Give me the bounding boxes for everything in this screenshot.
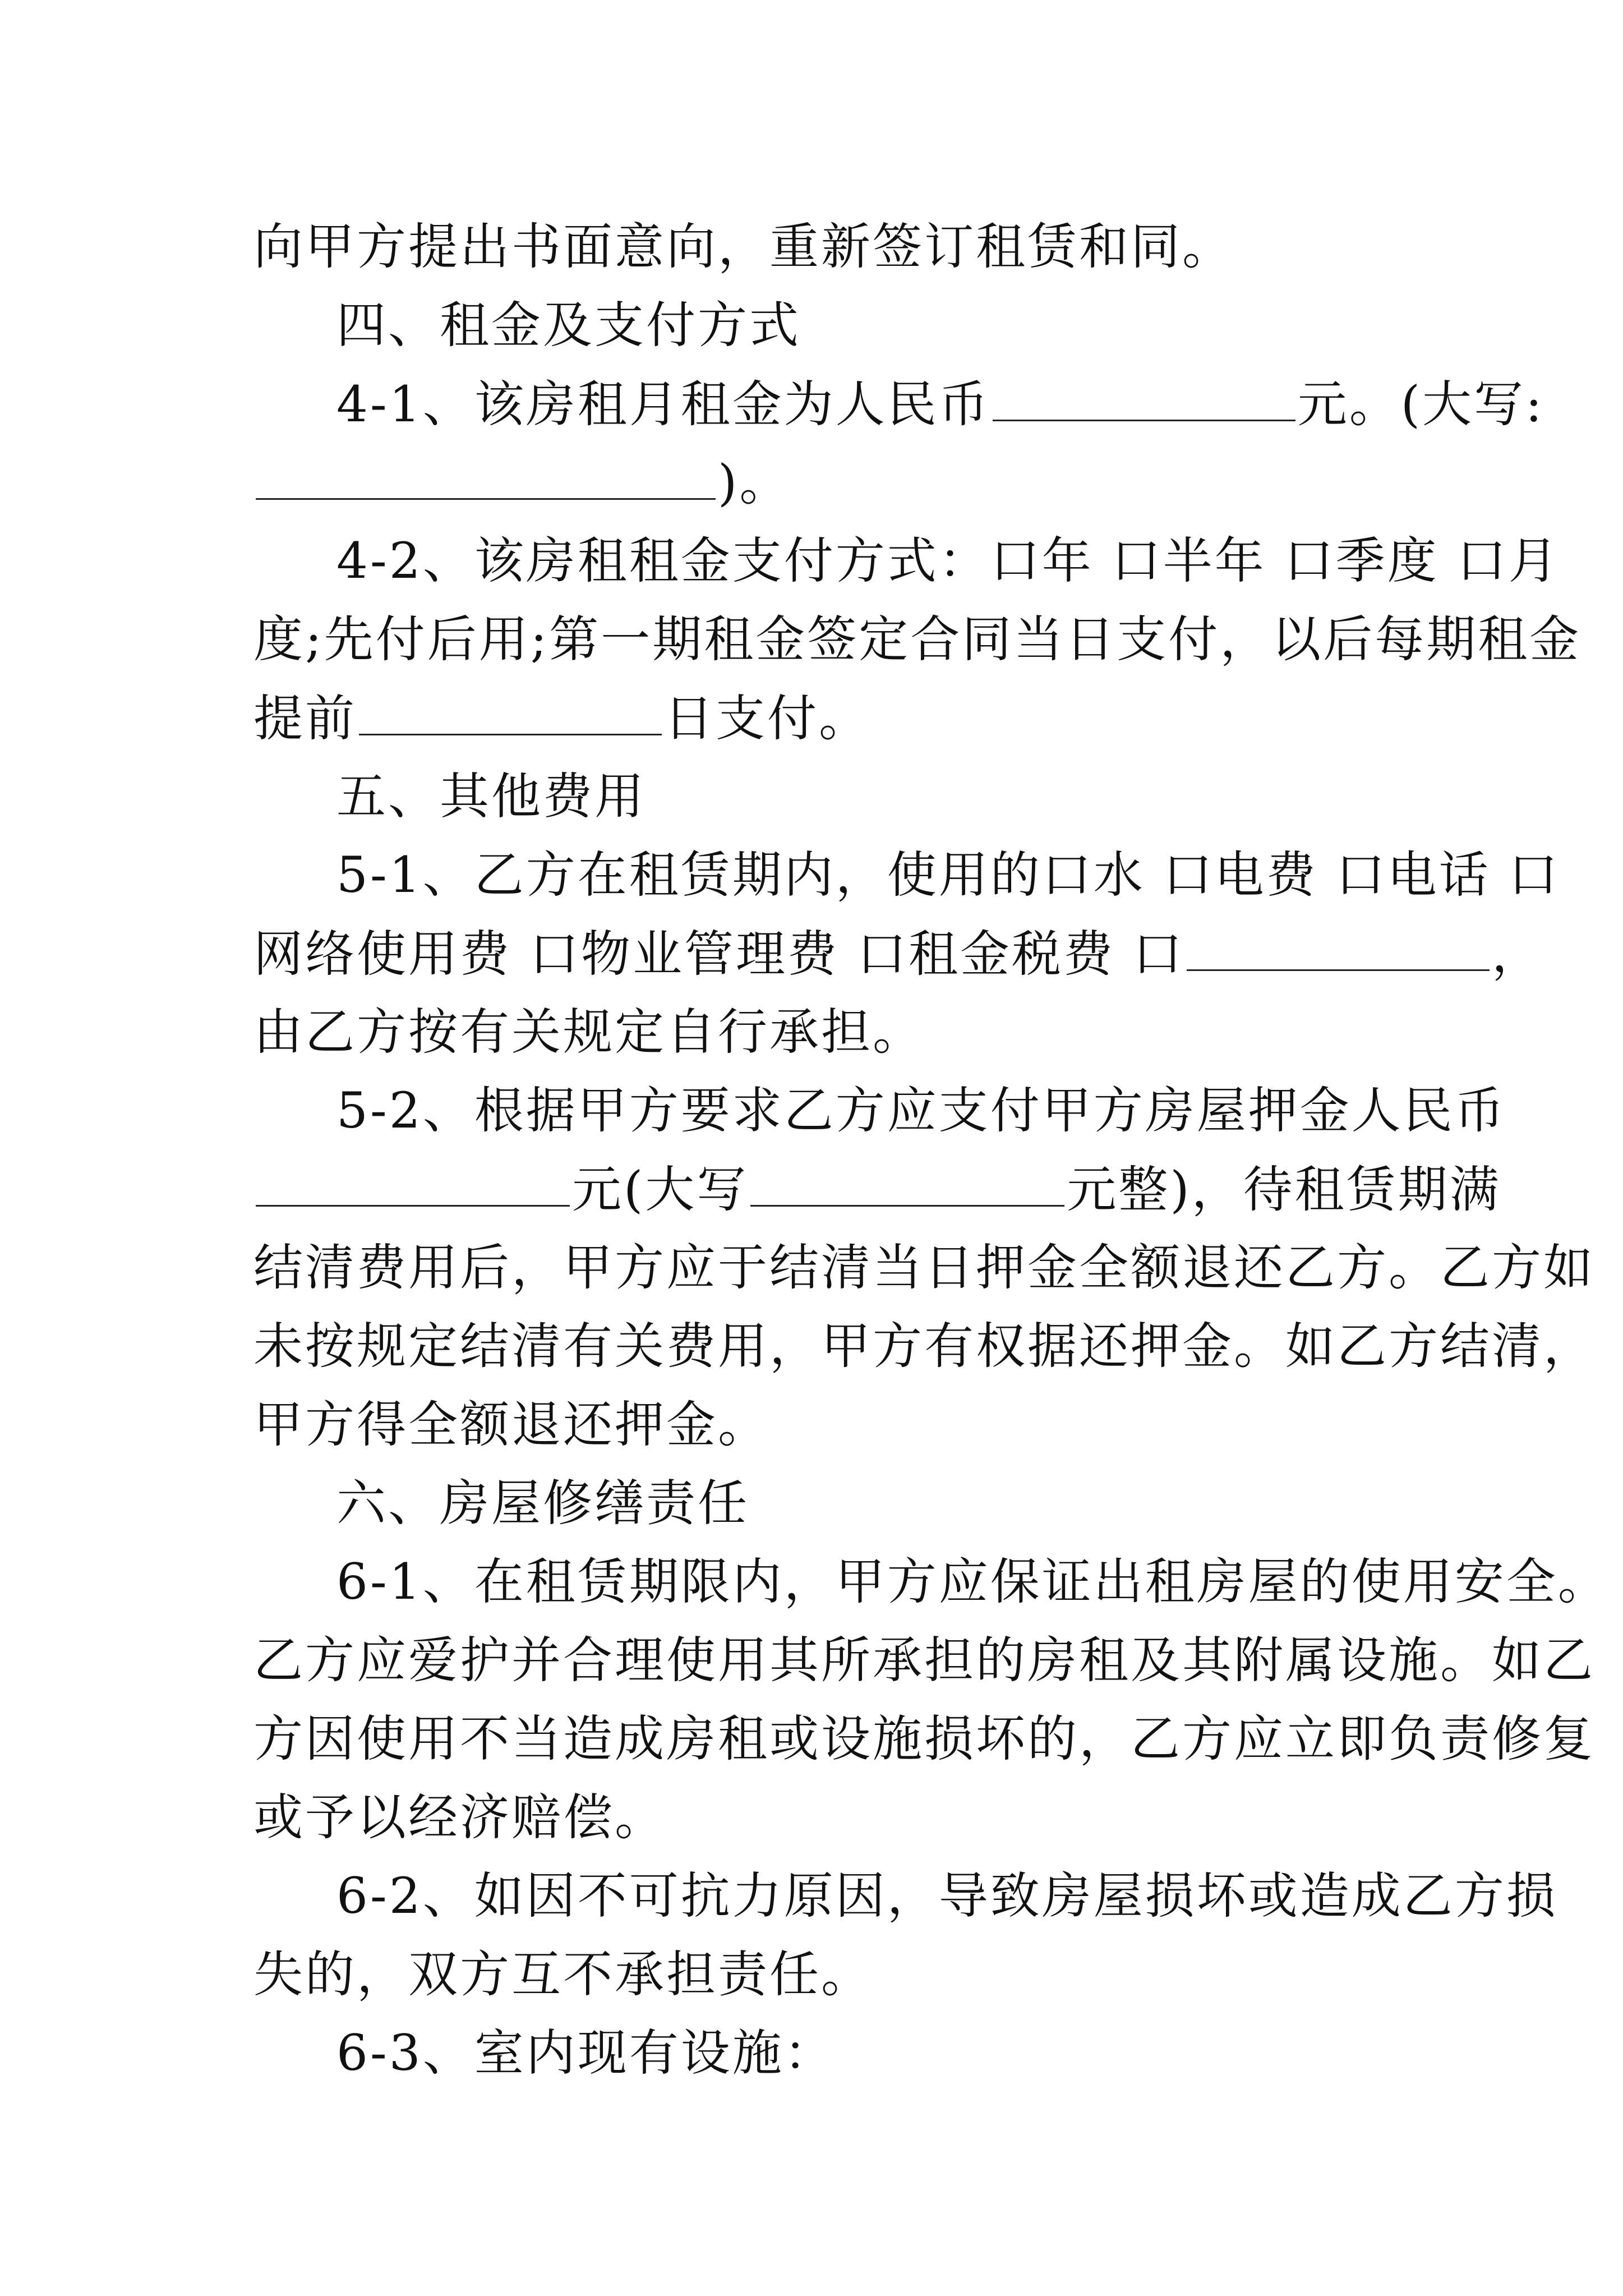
clause-6-3 [336, 2024, 836, 2082]
line-text: 6-1、在租赁期限内，甲方应保证出租房屋的使用安全。 [336, 1553, 1610, 1611]
text-line [253, 1631, 1596, 1689]
line-text: 或予以经济赔偿。 [253, 1788, 667, 1846]
line-text: 4-1、该房租月租金为人民币 [336, 375, 990, 433]
line-text: 六、房屋修缮责任 [336, 1474, 750, 1532]
clause-4-2 [336, 532, 1560, 590]
text-line [253, 1788, 667, 1846]
line-text: 元(大写 [572, 1161, 749, 1218]
blank-field [256, 458, 716, 500]
text-line [253, 1003, 925, 1061]
section-heading-4 [336, 296, 801, 354]
text-line [253, 925, 1543, 983]
section-heading-6 [336, 1474, 750, 1532]
line-text: 失的，双方互不承担责任。 [253, 1945, 873, 2003]
clause-6-2 [336, 1867, 1558, 1925]
clause-5-2 [336, 1082, 1506, 1139]
line-text: 未按规定结清有关费用，甲方有权据还押金。如乙方结清， [253, 1317, 1596, 1375]
text-line [253, 218, 1234, 275]
text-line [253, 1161, 1501, 1218]
line-text: 乙方应爱护并合理使用其所承担的房租及其附属设施。如乙 [253, 1631, 1596, 1689]
line-text: 结清费用后，甲方应于结清当日押金全额退还乙方。乙方如 [253, 1239, 1596, 1296]
line-text: 网络使用费 口物业管理费 口租金税费 口 [253, 925, 1184, 983]
line-text: 度;先付后用;第一期租金签定合同当日支付，以后每期租金 [253, 610, 1581, 668]
line-text: 向甲方提出书面意向，重新签订租赁和同。 [253, 218, 1234, 275]
line-text: 方因使用不当造成房租或设施损坏的，乙方应立即负责修复 [253, 1710, 1596, 1768]
text-line [253, 1945, 873, 2003]
line-text: 5-1、乙方在租赁期内，使用的口水 口电费 口电话 口 [336, 846, 1560, 904]
line-text: 元整)，待租赁期满 [1067, 1161, 1501, 1218]
line-text: 6-3、室内现有设施： [336, 2024, 836, 2082]
text-line [253, 1396, 770, 1453]
text-line [253, 689, 871, 747]
text-line [253, 1239, 1596, 1296]
blank-field [750, 1165, 1064, 1207]
clause-4-1 [336, 375, 1544, 433]
text-line [253, 454, 791, 512]
line-text: 四、租金及支付方式 [336, 296, 801, 354]
blank-field [993, 379, 1295, 421]
blank-field [256, 1165, 570, 1207]
line-text: 由乙方按有关规定自行承担。 [253, 1003, 925, 1061]
clause-6-1 [336, 1553, 1610, 1611]
text-line [253, 610, 1581, 668]
text-line [253, 1317, 1596, 1375]
line-text: 元。(大写: [1297, 375, 1544, 433]
clause-5-1 [336, 846, 1560, 904]
blank-field [359, 693, 662, 735]
line-text: 6-2、如因不可抗力原因，导致房屋损坏或造成乙方损 [336, 1867, 1558, 1925]
line-text: ， [1491, 925, 1543, 983]
line-text: 提前 [253, 689, 357, 747]
line-text: )。 [718, 454, 791, 512]
line-text: 4-2、该房租租金支付方式：口年 口半年 口季度 口月 [336, 532, 1560, 590]
line-text: 日支付。 [664, 689, 871, 747]
section-heading-5 [336, 767, 647, 825]
line-text: 甲方得全额退还押金。 [253, 1396, 770, 1453]
line-text: 5-2、根据甲方要求乙方应支付甲方房屋押金人民币 [336, 1082, 1506, 1139]
text-line [253, 1710, 1596, 1768]
line-text: 五、其他费用 [336, 767, 647, 825]
blank-field [1187, 929, 1490, 971]
